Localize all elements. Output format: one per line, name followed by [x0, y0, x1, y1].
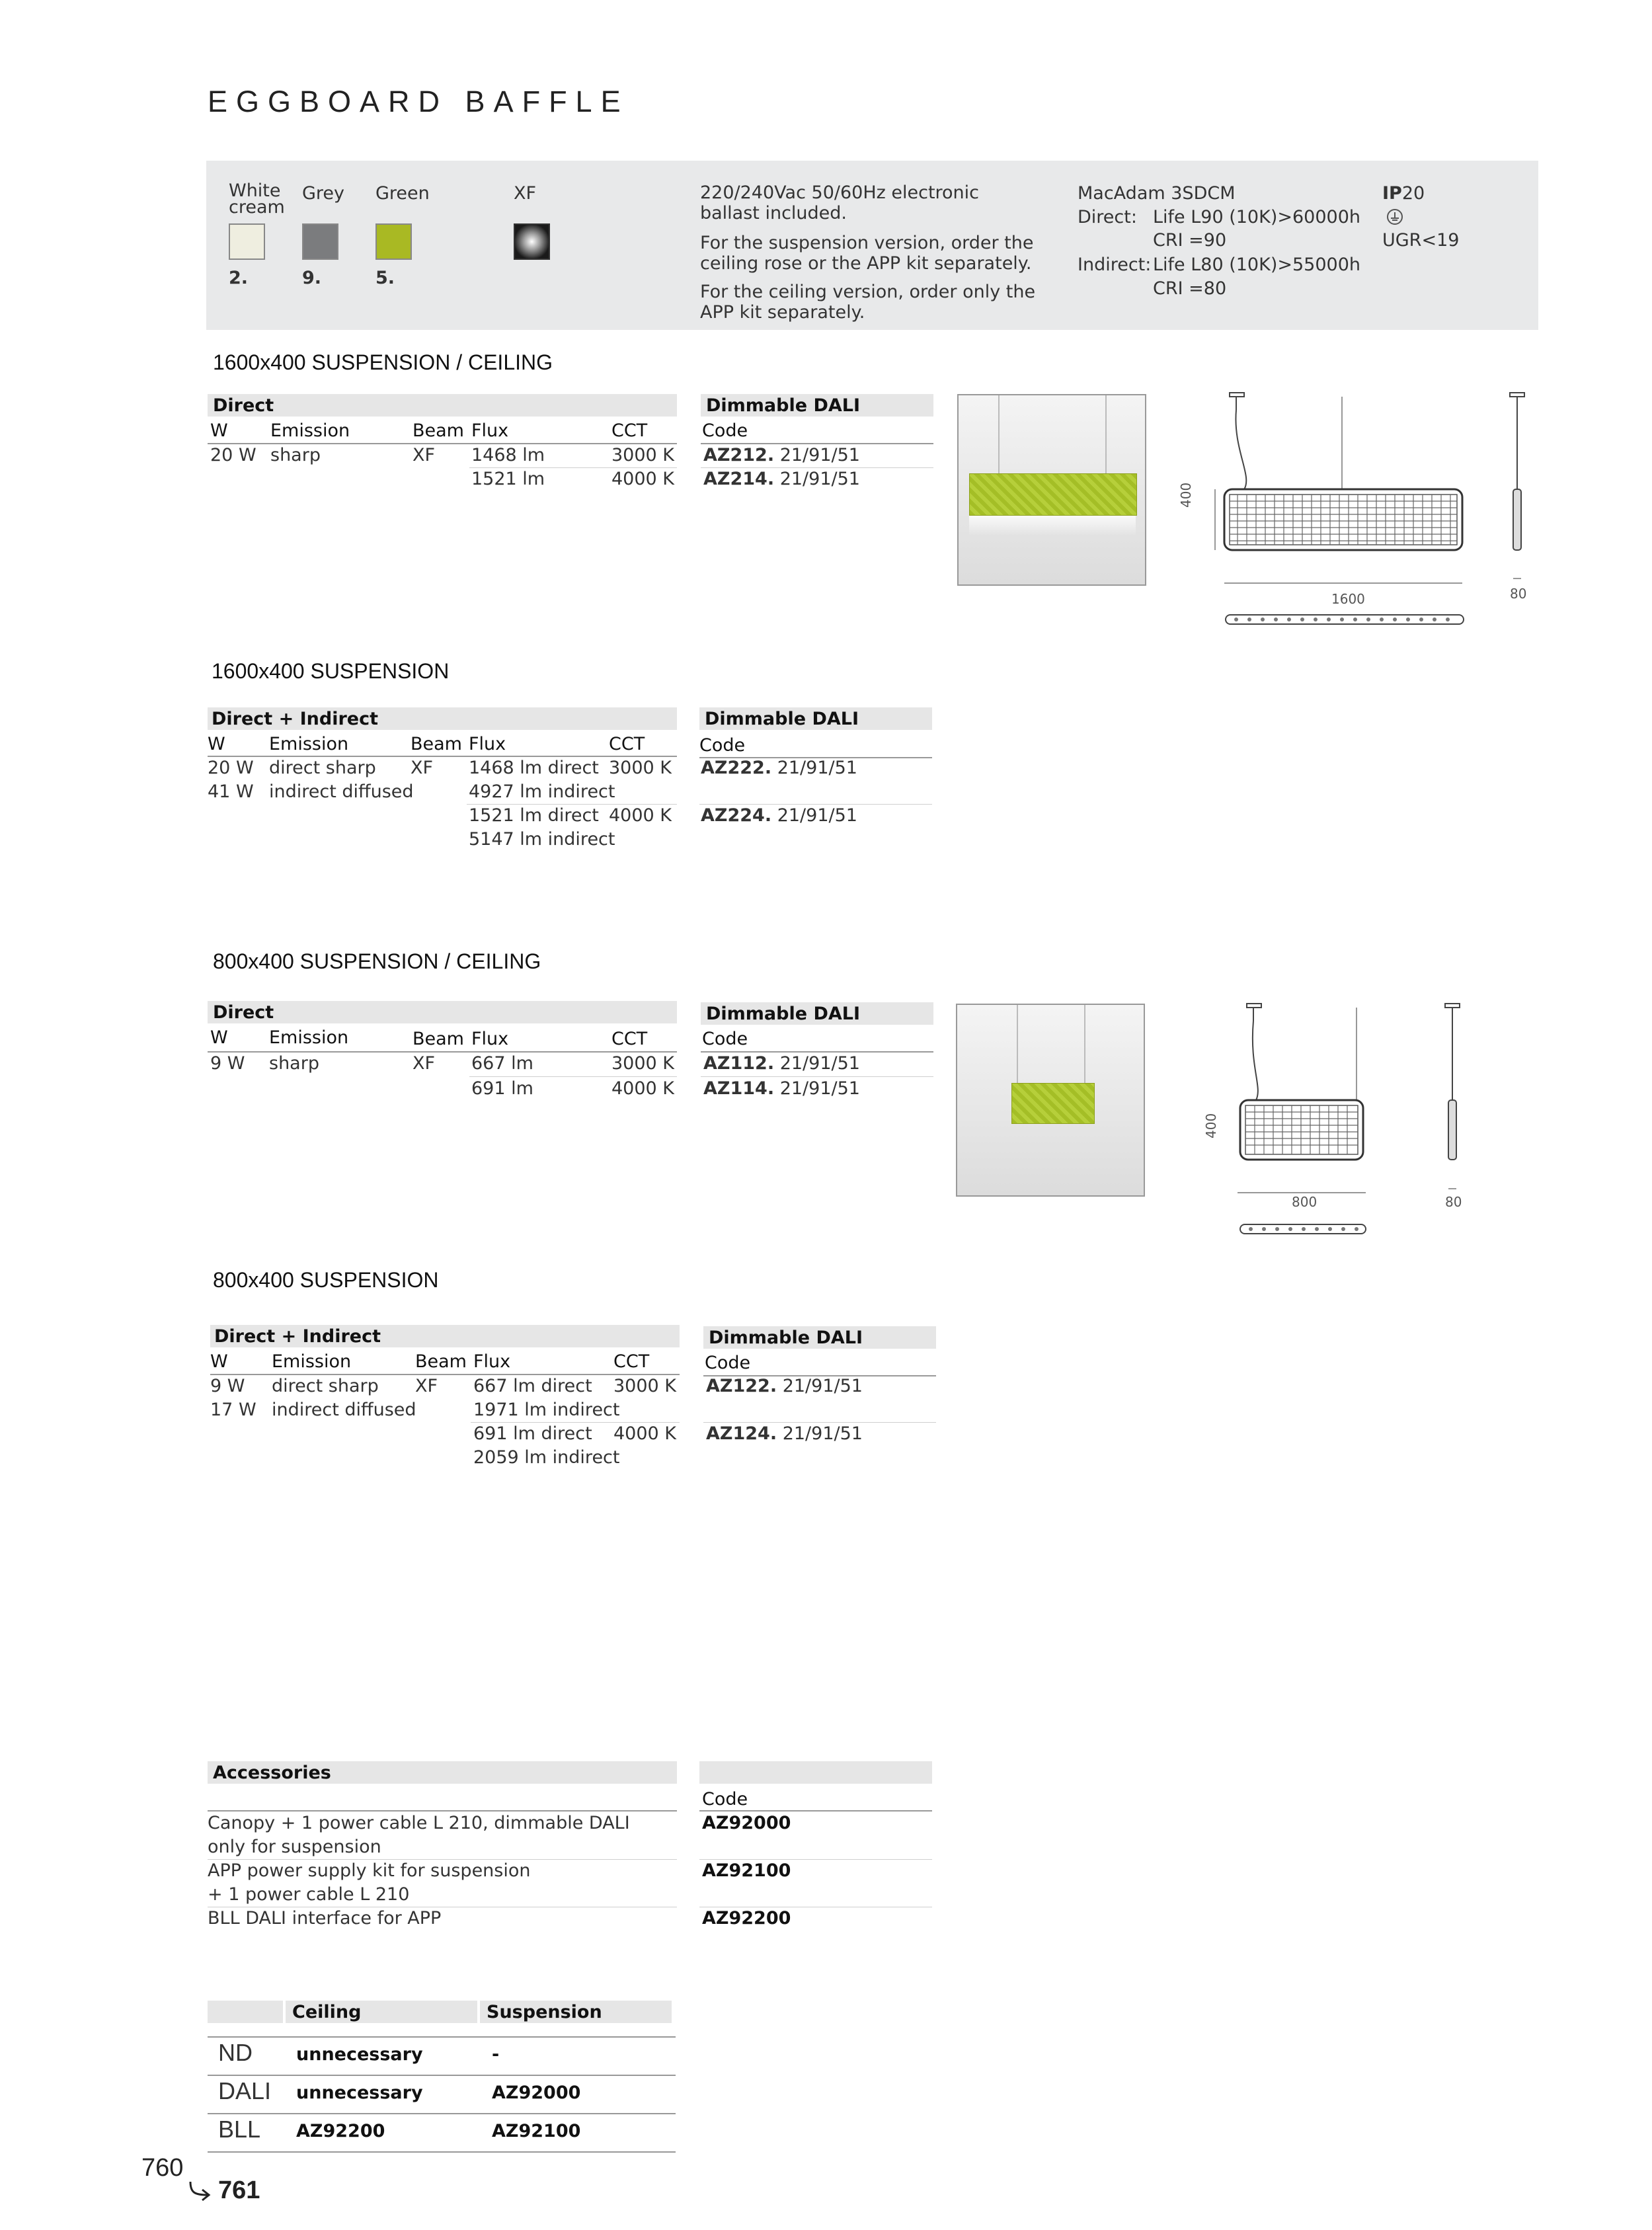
compat-row-dali-label: DALI — [218, 2077, 272, 2104]
section-1-row-1-flux: 1468 lm — [471, 445, 545, 465]
section-3-row-1-flux: 667 lm — [471, 1053, 533, 1074]
section-2-w-header: W — [208, 734, 225, 754]
dim-800-depth: 80 — [1445, 1194, 1462, 1210]
finish-code-grey: 9. — [302, 268, 322, 288]
section-2-row-1-code: AZ222. 21/91/51 — [701, 758, 857, 778]
section-1-code-rule — [701, 443, 933, 444]
section-2-emission-indirect: indirect diffused — [269, 781, 414, 802]
section-4-w-indirect: 17 W — [210, 1400, 256, 1420]
section-1-header-rule — [208, 443, 677, 444]
accessory-1-desc-line-2: only for suspension — [208, 1837, 381, 1857]
compat-rule-2 — [208, 2075, 676, 2076]
section-1-row-2-cct: 4000 K — [611, 469, 675, 489]
accessory-2-desc-line-1: APP power supply kit for suspension — [208, 1860, 531, 1881]
section-2-row-2-flux-indirect: 5147 lm indirect — [469, 829, 615, 850]
accessory-3-code: AZ92200 — [702, 1908, 791, 1929]
dim-1600-height: 400 — [1178, 482, 1194, 508]
direct-label: Direct: — [1078, 207, 1137, 227]
compat-row-dali-suspension: AZ92000 — [492, 2083, 581, 2103]
section-4-dali-header: Dimmable DALI — [709, 1328, 863, 1348]
swatch-xf[interactable] — [514, 223, 550, 260]
section-4-beam-header: Beam — [415, 1351, 467, 1372]
compat-row-bll-label: BLL — [218, 2116, 261, 2143]
finish-name-white-cream: White cream — [229, 180, 285, 218]
section-1-type: Direct — [213, 395, 274, 416]
accessories-code-bar — [699, 1761, 932, 1784]
section-2-flux-header: Flux — [469, 734, 506, 754]
accessories-code-header: Code — [702, 1789, 748, 1810]
section-1-beam: XF — [413, 445, 436, 465]
section-2-code-header: Code — [699, 735, 746, 756]
section-4-row-2-flux-direct: 691 lm direct — [473, 1423, 592, 1444]
accessories-header-rule — [208, 1810, 677, 1812]
compat-row-nd-ceiling: unnecessary — [296, 2044, 423, 2065]
accessory-1-code: AZ92000 — [702, 1813, 791, 1833]
section-2-beam: XF — [411, 758, 434, 778]
section-1-w: 20 W — [210, 445, 256, 465]
compat-row-dali-ceiling: unnecessary — [296, 2083, 423, 2103]
compat-ceiling-header: Ceiling — [292, 2002, 362, 2022]
side-view-800 — [1436, 1001, 1469, 1199]
compat-rule-3 — [208, 2113, 676, 2114]
swatch-green[interactable] — [375, 223, 412, 260]
section-3-beam-header: Beam — [413, 1029, 464, 1049]
ground-symbol-icon — [1387, 209, 1403, 225]
dim-1600-width: 1600 — [1331, 591, 1365, 607]
section-1-beam-header: Beam — [413, 420, 464, 441]
section-4-emission-header: Emission — [272, 1351, 352, 1372]
section-1-cct-header: CCT — [611, 420, 648, 441]
section-4-code-header: Code — [705, 1353, 751, 1373]
section-4-row-2-flux-indirect: 2059 lm indirect — [473, 1447, 620, 1468]
section-2-type: Direct + Indirect — [212, 709, 379, 729]
section-3-row-2-flux: 691 lm — [471, 1078, 533, 1099]
section-3-cct-header: CCT — [611, 1029, 648, 1049]
section-4-row-2-cct: 4000 K — [613, 1423, 677, 1444]
swatch-grey[interactable] — [302, 223, 338, 260]
section-1-emission-header: Emission — [270, 420, 350, 441]
section-2-emission-direct: direct sharp — [269, 758, 376, 778]
section-2-row-2-flux-direct: 1521 lm direct — [469, 805, 599, 826]
dim-1600-depth: 80 — [1510, 586, 1527, 602]
section-3-code-header: Code — [702, 1029, 748, 1049]
section-3-type: Direct — [213, 1002, 274, 1023]
section-4-cct-header: CCT — [613, 1351, 650, 1372]
section-3-row-2-code: AZ114. 21/91/51 — [703, 1078, 860, 1099]
section-4-type: Direct + Indirect — [214, 1326, 381, 1347]
section-2-emission-header: Emission — [269, 734, 349, 754]
section-1-row-2-code: AZ214. 21/91/51 — [703, 469, 860, 489]
section-2-row-2-cct: 4000 K — [609, 805, 672, 826]
section-4-emission-indirect: indirect diffused — [272, 1400, 416, 1420]
section-4-row-2-code: AZ124. 21/91/51 — [706, 1423, 863, 1444]
section-1-type-bar — [208, 394, 677, 417]
compat-row-bll-suspension: AZ92100 — [492, 2121, 581, 2141]
section-1-row-rule — [469, 467, 677, 468]
ugr-rating: UGR<19 — [1382, 230, 1460, 251]
section-3-code-row-rule — [701, 1076, 933, 1077]
next-page-arrow-icon[interactable] — [188, 2179, 214, 2202]
compat-row-bll-ceiling: AZ92200 — [296, 2121, 385, 2141]
ceiling-note: For the ceiling version, order only the APP kit separately. — [700, 282, 1036, 323]
side-view-1600 — [1501, 390, 1534, 588]
product-photo-1600 — [957, 394, 1146, 586]
suspension-note: For the suspension version, order the ceiling rose or the APP kit separately. — [700, 233, 1034, 274]
indirect-label: Indirect: — [1078, 255, 1152, 275]
ballast-note: 220/240Vac 50/60Hz electronic ballast included. — [700, 182, 980, 223]
section-3-flux-header: Flux — [471, 1029, 509, 1049]
section-1-dali-header: Dimmable DALI — [706, 395, 861, 416]
section-4-code-row-rule — [703, 1422, 936, 1423]
section-1-emission: sharp — [270, 445, 321, 465]
section-3-row-rule — [469, 1076, 677, 1077]
section-1-row-2-flux: 1521 lm — [471, 469, 545, 489]
direct-life: Life L90 (10K)>60000h — [1153, 207, 1360, 227]
section-3-emission-header: Emission — [269, 1027, 349, 1048]
section-2-w-direct: 20 W — [208, 758, 254, 778]
section-4-w-direct: 9 W — [210, 1376, 245, 1396]
section-4-title: 800x400 SUSPENSION — [213, 1268, 439, 1292]
dimension-drawing-1600 — [1177, 390, 1474, 641]
compat-blank-header — [208, 2001, 283, 2023]
section-1-row-1-cct: 3000 K — [611, 445, 675, 465]
swatch-white-cream[interactable] — [229, 223, 265, 260]
section-1-row-1-code: AZ212. 21/91/51 — [703, 445, 860, 465]
compat-suspension-header: Suspension — [487, 2002, 602, 2022]
section-2-beam-header: Beam — [411, 734, 462, 754]
ip-rating: IP20 — [1382, 183, 1425, 204]
section-2-code-row-rule — [699, 804, 932, 805]
section-2-header-rule — [208, 756, 677, 757]
section-2-row-2-code: AZ224. 21/91/51 — [701, 805, 857, 826]
section-1-flux-header: Flux — [471, 420, 509, 441]
finish-name-green: Green — [375, 183, 430, 204]
macadam-spec: MacAdam 3SDCM — [1078, 183, 1236, 204]
accessory-rule-1 — [208, 1859, 677, 1860]
compat-row-nd-suspension: - — [492, 2044, 500, 2065]
section-3-row-1-cct: 3000 K — [611, 1053, 675, 1074]
section-4-emission-direct: direct sharp — [272, 1376, 379, 1396]
compat-row-nd-label: ND — [218, 2039, 253, 2066]
section-2-row-rule — [467, 804, 677, 805]
accessory-code-rule-1 — [699, 1859, 932, 1860]
section-3-title: 800x400 SUSPENSION / CEILING — [213, 949, 541, 973]
section-3-w-header: W — [210, 1027, 228, 1048]
product-photo-800 — [956, 1004, 1145, 1197]
section-4-row-1-cct: 3000 K — [613, 1376, 677, 1396]
section-2-row-1-flux-direct: 1468 lm direct — [469, 758, 599, 778]
section-4-header-rule — [210, 1374, 680, 1375]
section-4-row-1-flux-indirect: 1971 lm indirect — [473, 1400, 620, 1420]
section-2-dali-header: Dimmable DALI — [705, 709, 859, 729]
section-4-row-rule — [471, 1422, 680, 1423]
section-3-beam: XF — [413, 1053, 436, 1074]
section-3-type-bar — [208, 1001, 677, 1023]
dim-800-width: 800 — [1292, 1194, 1318, 1210]
section-3-header-rule — [208, 1051, 677, 1053]
section-3-emission: sharp — [269, 1053, 319, 1074]
direct-cri: CRI =90 — [1153, 230, 1227, 251]
accessories-header: Accessories — [213, 1763, 331, 1783]
accessory-2-code: AZ92100 — [702, 1860, 791, 1881]
accessory-1-desc-line-1: Canopy + 1 power cable L 210, dimmable DALI — [208, 1813, 630, 1833]
section-2-w-indirect: 41 W — [208, 781, 254, 802]
section-4-row-1-flux-direct: 667 lm direct — [473, 1376, 592, 1396]
section-2-row-1-flux-indirect: 4927 lm indirect — [469, 781, 615, 802]
accessory-3-desc: BLL DALI interface for APP — [208, 1908, 442, 1929]
section-3-dali-header: Dimmable DALI — [706, 1004, 861, 1024]
finish-code-green: 5. — [375, 268, 395, 288]
next-page-link[interactable]: 761 — [218, 2176, 260, 2204]
indirect-life: Life L80 (10K)>55000h — [1153, 255, 1360, 275]
accessory-2-desc-line-2: + 1 power cable L 210 — [208, 1884, 410, 1905]
section-3-code-rule — [701, 1051, 933, 1053]
indirect-cri: CRI =80 — [1153, 278, 1227, 299]
section-4-w-header: W — [210, 1351, 228, 1372]
finish-name-grey: Grey — [302, 183, 345, 204]
finish-name-xf: XF — [514, 183, 537, 204]
accessories-code-rule — [699, 1810, 932, 1812]
section-1-code-row-rule — [701, 467, 933, 468]
section-4-row-1-code: AZ122. 21/91/51 — [706, 1376, 863, 1396]
finish-code-white-cream: 2. — [229, 268, 249, 288]
section-4-beam: XF — [415, 1376, 438, 1396]
section-3-row-1-code: AZ112. 21/91/51 — [703, 1053, 860, 1074]
compat-rule-1 — [208, 2036, 676, 2038]
compat-rule-4 — [208, 2151, 676, 2153]
section-2-title: 1600x400 SUSPENSION — [212, 659, 450, 683]
page-number: 760 — [141, 2154, 184, 2182]
section-2-cct-header: CCT — [609, 734, 645, 754]
dim-800-height: 400 — [1203, 1113, 1219, 1138]
section-3-w: 9 W — [210, 1053, 245, 1074]
section-4-flux-header: Flux — [473, 1351, 511, 1372]
section-1-title: 1600x400 SUSPENSION / CEILING — [213, 350, 553, 374]
section-1-code-header: Code — [702, 420, 748, 441]
section-1-w-header: W — [210, 420, 228, 441]
section-2-row-1-cct: 3000 K — [609, 758, 672, 778]
section-3-row-2-cct: 4000 K — [611, 1078, 675, 1099]
page-title: EGGBOARD BAFFLE — [208, 85, 629, 118]
